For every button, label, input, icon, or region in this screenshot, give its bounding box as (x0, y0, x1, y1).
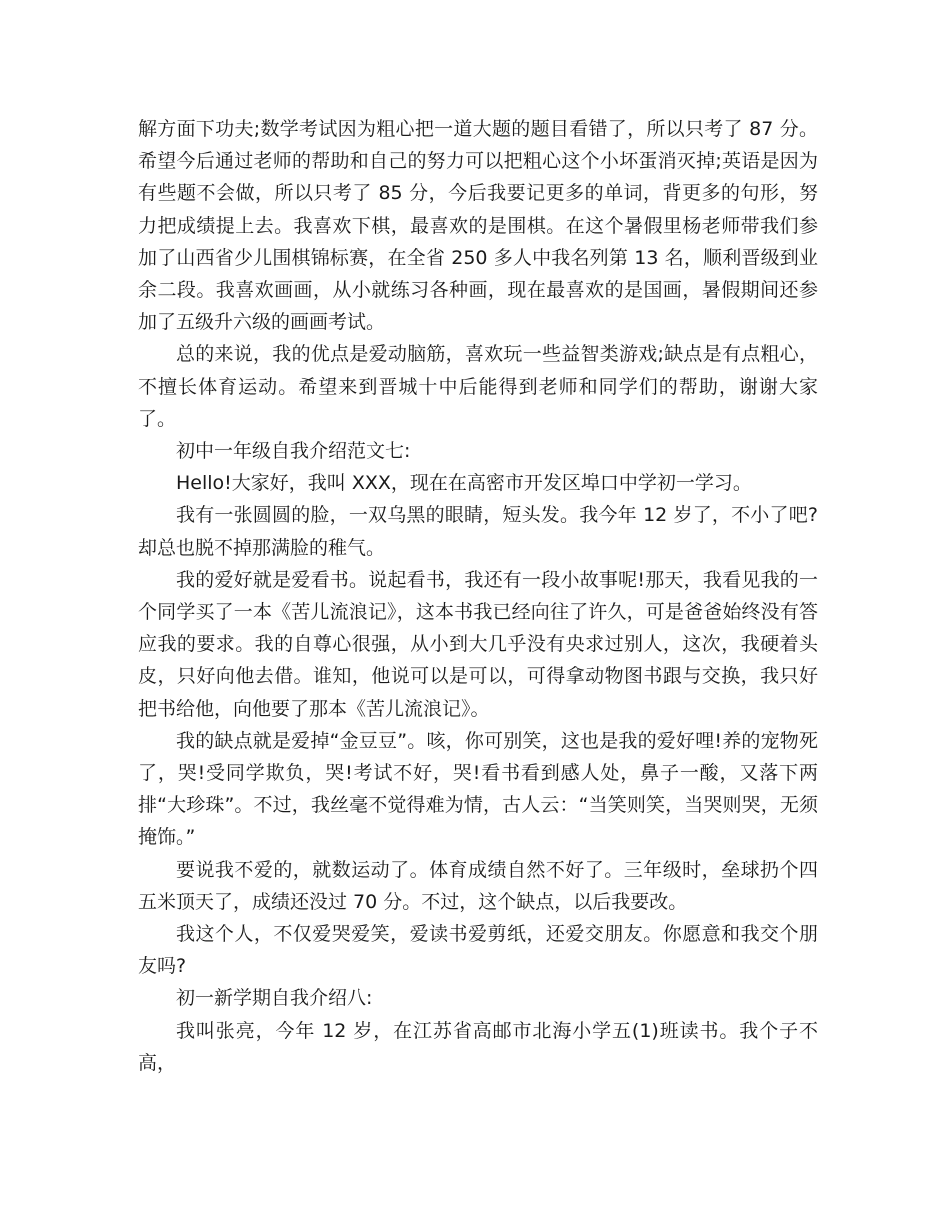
paragraph: 要说我不爱的，就数运动了。体育成绩自然不好了。三年级时，垒球扔个四五米顶天了，成绩还没过 70 分。不过，这个缺点，以后我要改。 (138, 858, 818, 913)
paragraph: 我有一张圆圆的脸，一双乌黑的眼睛，短头发。我今年 12 岁了，不小了吧?却总也脱不掉那满脸的稚气。 (138, 504, 818, 559)
paragraph: Hello!大家好，我叫 XXX，现在在高密市开发区埠口中学初一学习。 (176, 472, 752, 495)
paragraph: 总的来说，我的优点是爱动脑筋，喜欢玩一些益智类游戏;缺点是有点粗心，不擅长体育运动。希望来到晋城十中后能得到老师和同学们的帮助，谢谢大家了。 (138, 343, 818, 430)
paragraph: 解方面下功夫;数学考试因为粗心把一道大题的题目看错了，所以只考了 87 分。希望今后通过老师的帮助和自己的努力可以把粗心这个小坏蛋消灭掉;英语是因为有些题不会做，所以只考了 85 分，今后我要记更多的单词，背更多的句形，努力把成绩提上去。我喜欢下棋，最喜欢的是围棋。在这个暑假里杨老师带我们参加了山西省少儿围棋锦标赛，在全省 250 多人中我名列第 13 名，顺利晋级到业余二段。我喜欢画画，从小就练习各种画，现在最喜欢的是国画，暑假期间还参加了五级升六级的画画考试。 (138, 118, 818, 334)
paragraph: 我这个人，不仅爱哭爱笑，爱读书爱剪纸，还爱交朋友。你愿意和我交个朋友吗? (138, 923, 818, 978)
section-heading: 初中一年级自我介绍范文七: (176, 440, 411, 463)
paragraph: 我的爱好就是爱看书。说起看书，我还有一段小故事呢!那天，我看见我的一个同学买了一本《苦儿流浪记》，这本书我已经向往了许久，可是爸爸始终没有答应我的要求。我的自尊心很强，从小到大几乎没有央求过别人，这次，我硬着头皮，只好向他去借。谁知，他说可以是可以，可得拿动物图书跟与交换，我只好把书给他，向他要了那本《苦儿流浪记》。 (138, 568, 818, 720)
document-body (138, 113, 818, 1079)
paragraph: 我的缺点就是爱掉“金豆豆”。咳，你可别笑，这也是我的爱好哩!养的宠物死了，哭!受同学欺负，哭!考试不好，哭!看书看到感人处，鼻子一酸，又落下两排“大珍珠”。不过，我丝毫不觉得难为情，古人云：“当笑则笑，当哭则哭，无须掩饰。” (138, 729, 818, 849)
section-heading: 初一新学期自我介绍八: (176, 987, 373, 1010)
paragraph: 我叫张亮，今年 12 岁，在江苏省高邮市北海小学五(1)班读书。我个子不高， (138, 1019, 818, 1074)
